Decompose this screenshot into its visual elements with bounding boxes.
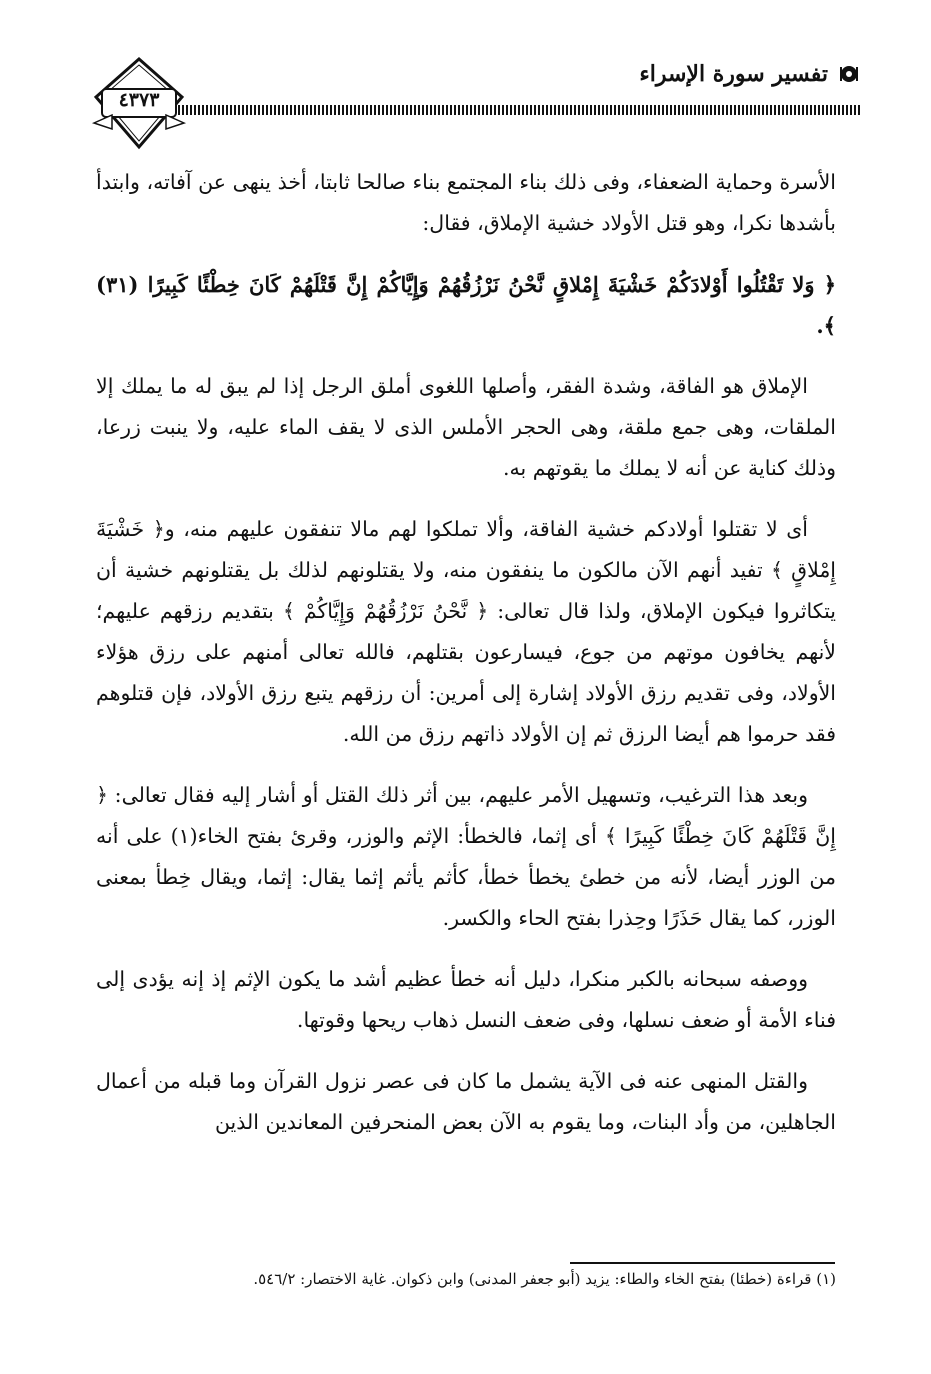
paragraph: وبعد هذا الترغيب، وتسهيل الأمر عليهم، بين أثر ذلك القتل أو أشار إليه فقال تعالى: ﴿ إِنَّ قَتْلَهُمْ كَانَ خِطْئًا كَبِيرًا ﴾ أى إثما، فالخطأ: الإثم والوزر، وقرئ بفتح الخاء(١) على أنه من الوزر أيضا، لأنه من خطئ يخطأ خطأ، كأثم يأثم إثما يقال: إثما، ويقال خِطأ بمعنى الوزر، كما يقال حَذَرًا وحِذرا بفتح الحاء والكسر. [96,783,836,930]
paragraph: الأسرة وحماية الضعفاء، وفى ذلك بناء المجتمع بناء صالحا ثابتا، أخذ ينهى عن آفاته، وابتدأ بأشدها نكرا، وهو قتل الأولاد خشية الإملاق، فقال: [96,170,836,235]
paragraph: أى لا تقتلوا أولادكم خشية الفاقة، وألا تملكوا لهم مالا تنفقون عليهم منه، و﴿ خَشْيَةَ إِمْلاقٍ ﴾ تفيد أنهم الآن مالكون ما ينفقون منه، ولا يقتلونهم لذلك بل يقتلونهم خشية أن يتكاثروا فيكون الإملاق، ولذا قال تعالى: ﴿ نَّحْنُ نَرْزُقُهُمْ وَإِيَّاكُمْ ﴾ بتقديم رزقهم عليهم؛ لأنهم يخافون موتهم من جوع، فيسارعون بقتلهم، فالله تعالى أمنهم على رزق هؤلاء الأولاد، وفى تقديم رزق الأولاد إشارة إلى أمرين: أن رزقهم يتبع رزق الأولاد، فإن قتلوهم فقد حرموا هم أيضا الرزق ثم إن الأولاد ذاتهم رزق من الله. [96,517,836,746]
header-rule [170,105,860,115]
body-text [96,162,836,1163]
paragraph: والقتل المنهى عنه فى الآية يشمل ما كان فى عصر نزول القرآن وما قبله من أعمال الجاهلين، من وأد البنات، وما يقوم به الآن بعض المنحرفين المعاندين الذين [96,1069,836,1134]
running-title-text: تفسير سورة الإسراء [639,61,828,87]
ornament-icon [838,63,860,85]
page-header [60,55,860,165]
footnote: (١) قراءة (خطئا) بفتح الخاء والطاء: يزيد (أبو جعفر المدنى) وابن ذكوان. غاية الاختصار: ٥٤٦/٢. [253,1270,836,1288]
page-number: ٤٣٧٣ [118,89,160,111]
quran-verse: ﴿ وَلا تَقْتُلُوا أَوْلادَكُمْ خَشْيَةَ إِمْلاقٍ نَّحْنُ نَرْزُقُهُمْ وَإِيَّاكُمْ إِنَّ قَتْلَهُمْ كَانَ خِطْئًا كَبِيرًا (٣١) ﴾. [96,272,836,338]
footnote-divider [570,1262,835,1264]
paragraph: الإملاق هو الفاقة، وشدة الفقر، وأصلها اللغوى أملق الرجل إذا لم يبق له ما يملك إلا الملقات، وهى جمع ملقة، وهى الحجر الأملس الذى لا يقف الماء عليه، ولا ينبت زرعا، وذلك كناية عن أنه لا يملك ما يقوتهم به. [96,374,836,480]
page-number-badge [90,53,188,153]
running-title [639,61,860,87]
paragraph: ووصفه سبحانه بالكبر منكرا، دليل أنه خطأ عظيم أشد ما يكون الإثم إذ إنه يؤدى إلى فناء الأمة أو ضعف نسلها، وفى ضعف النسل ذهاب ريحها وقوتها. [96,967,836,1032]
